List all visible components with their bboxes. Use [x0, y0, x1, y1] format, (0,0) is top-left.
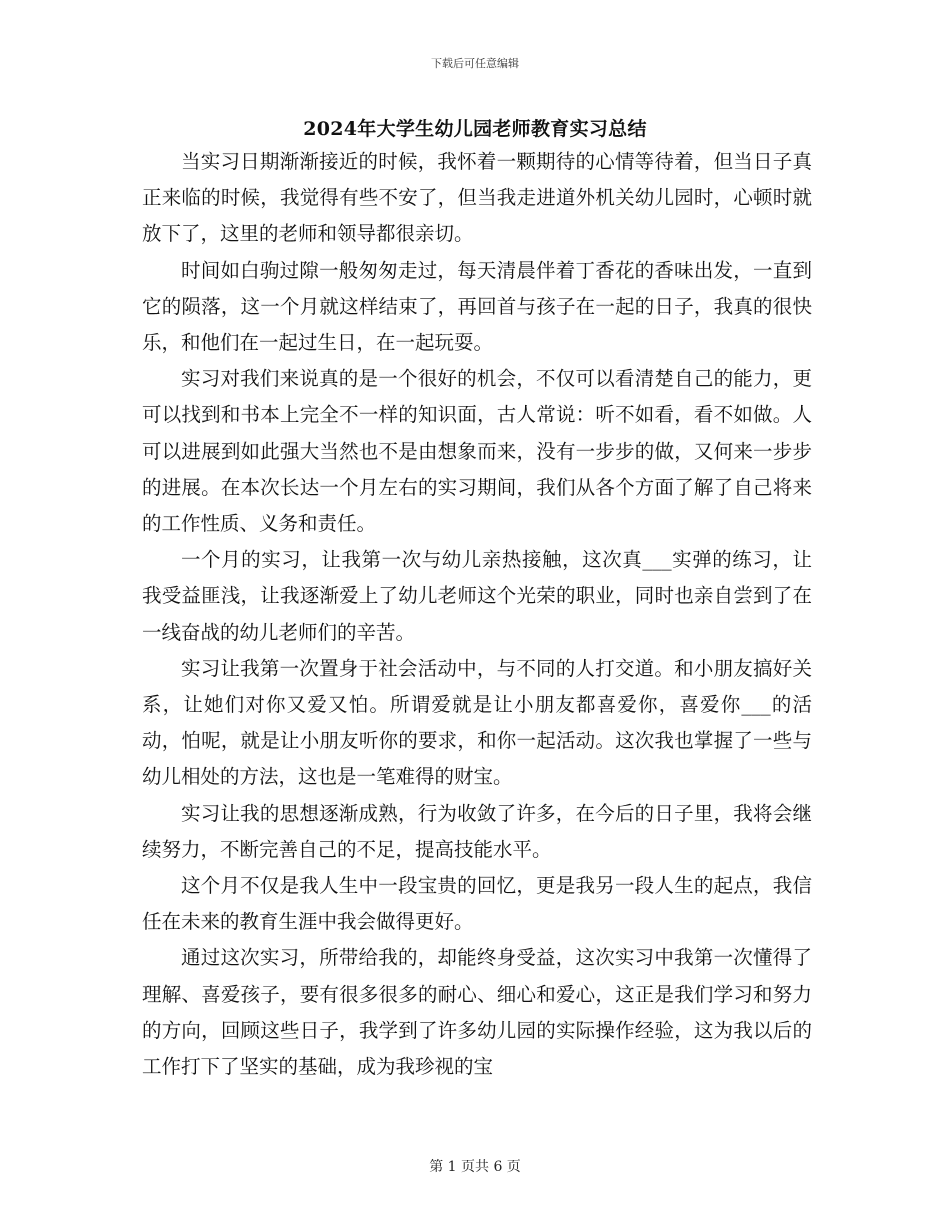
paragraph: 实习对我们来说真的是一个很好的机会，不仅可以看清楚自己的能力，更可以找到和书本上完全不一样的知识面，古人常说：听不如看，看不如做。人可以进展到如此强大当然也不是由想象而来，没有一步步的做，又何来一步步的进展。在本次长达一个月左右的实习期间，我们从各个方面了解了自己将来的工作性质、义务和责任。	[142, 367, 812, 536]
paragraph: 这个月不仅是我人生中一段宝贵的回忆，更是我另一段人生的起点，我信任在未来的教育生涯中我会做得更好。	[142, 874, 812, 934]
paragraph: 实习让我的思想逐渐成熟，行为收敛了许多，在今后的日子里，我将会继续努力，不断完善自己的不足，提高技能水平。	[142, 801, 812, 861]
page-footer: 第 1 页共 6 页	[429, 1159, 521, 1175]
document-body	[142, 144, 812, 1085]
paragraph: 实习让我第一次置身于社会活动中，与不同的人打交道。和小朋友搞好关系，让她们对你又爱又怕。所谓爱就是让小朋友都喜爱你，喜爱你___的活动，怕呢，就是让小朋友听你的要求，和你一起活动。这次我也掌握了一些与幼儿相处的方法，这也是一笔难得的财宝。	[142, 656, 812, 789]
document-title: 2024年大学生幼儿园老师教育实习总结	[303, 118, 647, 140]
header-note: 下载后可任意编辑	[431, 57, 519, 70]
paragraph: 一个月的实习，让我第一次与幼儿亲热接触，这次真___实弹的练习，让我受益匪浅，让我逐渐爱上了幼儿老师这个光荣的职业，同时也亲自尝到了在一线奋战的幼儿老师们的辛苦。	[142, 548, 812, 644]
paragraph: 时间如白驹过隙一般匆匆走过，每天清晨伴着丁香花的香味出发，一直到它的陨落，这一个月就这样结束了，再回首与孩子在一起的日子，我真的很快乐，和他们在一起过生日，在一起玩耍。	[142, 258, 812, 355]
paragraph: 当实习日期渐渐接近的时候，我怀着一颗期待的心情等待着，但当日子真正来临的时候，我觉得有些不安了，但当我走进道外机关幼儿园时，心顿时就放下了，这里的老师和领导都很亲切。	[142, 150, 812, 246]
paragraph: 通过这次实习，所带给我的，却能终身受益，这次实习中我第一次懂得了理解、喜爱孩子，要有很多很多的耐心、细心和爱心，这正是我们学习和努力的方向，回顾这些日子，我学到了许多幼儿园的实际操作经验，这为我以后的工作打下了坚实的基础，成为我珍视的宝	[142, 946, 812, 1079]
